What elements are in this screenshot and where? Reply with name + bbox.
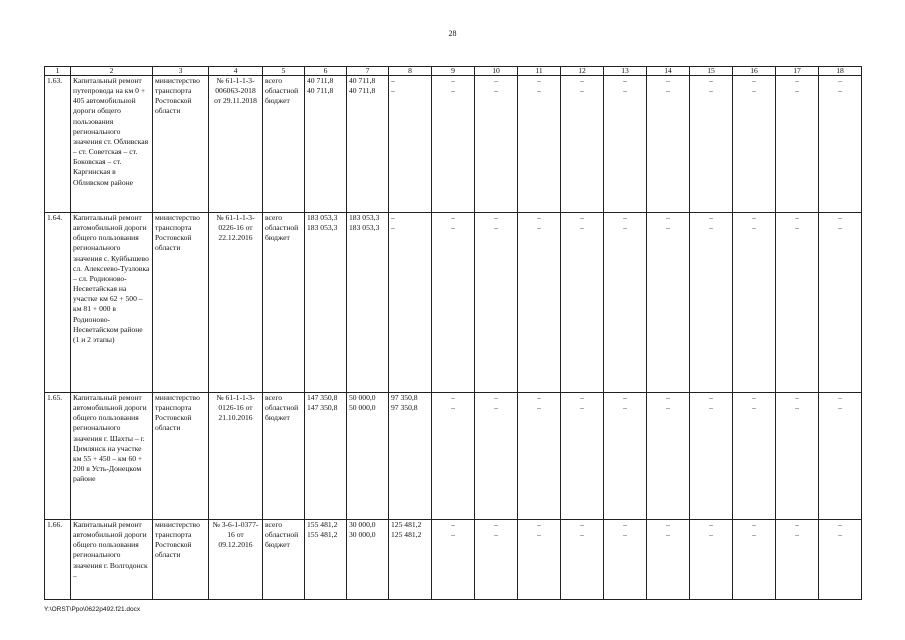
year-cell-14 <box>647 520 690 600</box>
row-number: 1.65. <box>47 393 63 402</box>
object-name-cell <box>71 520 153 600</box>
funding-source: областной бюджет <box>265 403 299 423</box>
document-cell <box>209 393 263 520</box>
year-cell-9 <box>432 76 475 213</box>
year-cell-9 <box>432 213 475 393</box>
empty-value-dash: – <box>494 76 498 85</box>
amount-value: 125 481,2 <box>391 530 422 540</box>
object-name: Капитальный ремонт автомобильной дороги общего пользования регионального значения г. Волгодонск – <box>73 520 148 580</box>
empty-value-dash: – <box>709 403 713 413</box>
empty-value-dash: – <box>795 530 799 540</box>
row-number: 1.63. <box>47 76 63 85</box>
funding-source-cell <box>263 520 305 600</box>
empty-value-dash: – <box>494 403 498 413</box>
empty-value-dash: – <box>580 76 584 85</box>
file-path-footer: Y:\ORST\Ppo\0622p492.f21.docx <box>44 606 141 613</box>
row-number-cell <box>45 213 71 393</box>
empty-value-dash: – <box>623 530 627 540</box>
amount-value: 147 350,8 <box>307 393 338 402</box>
amount-value: – <box>391 213 395 222</box>
empty-value-dash: – <box>666 86 670 96</box>
empty-value-dash: – <box>451 403 455 413</box>
empty-value-dash: – <box>580 530 584 540</box>
customer-cell <box>153 393 209 520</box>
year-cell-14 <box>647 213 690 393</box>
column-header-16: 16 <box>733 67 776 76</box>
document-reference: № 3-6-1-0377-16 от 09.12.2016 <box>212 520 259 550</box>
empty-value-dash: – <box>580 86 584 96</box>
empty-value-dash: – <box>537 393 541 402</box>
column-header-6: 6 <box>305 67 347 76</box>
page-number: 28 <box>448 29 457 38</box>
empty-value-dash: – <box>580 393 584 402</box>
object-name-cell <box>71 76 153 213</box>
empty-value-dash: – <box>494 86 498 96</box>
column-header-9: 9 <box>432 67 475 76</box>
amount-value: 40 711,8 <box>307 86 334 96</box>
object-name: Капитальный ремонт путепровода на км 0 + 405 автомобильной дороги общего пользования регионального значения ст. Обливская – ст. Советская – ст. Боковская – ст. Каргинская в Обливском районе <box>73 76 149 187</box>
document-reference: № 61-1-1-3-0226-16 от 22.12.2016 <box>216 213 255 243</box>
year-cell-18 <box>819 393 862 520</box>
empty-value-dash: – <box>752 403 756 413</box>
customer-name: министерство транспорта Ростовской области <box>155 520 200 560</box>
column-header-18: 18 <box>819 67 862 76</box>
empty-value-dash: – <box>580 403 584 413</box>
year-cell-17 <box>776 213 819 393</box>
empty-value-dash: – <box>623 86 627 96</box>
empty-value-dash: – <box>623 76 627 85</box>
document-cell <box>209 76 263 213</box>
amount-value: 30 000,0 <box>349 520 376 529</box>
column-header-1: 1 <box>45 67 71 76</box>
column-number-row <box>45 67 862 76</box>
empty-value-dash: – <box>666 403 670 413</box>
year-cell-17 <box>776 520 819 600</box>
column-header-4: 4 <box>209 67 263 76</box>
empty-value-dash: – <box>537 76 541 85</box>
customer-name: министерство транспорта Ростовской области <box>155 76 200 116</box>
empty-value-dash: – <box>795 520 799 529</box>
table-row <box>45 520 862 600</box>
funding-source: всего <box>265 520 283 529</box>
empty-value-dash: – <box>666 223 670 233</box>
amount-value: 30 000,0 <box>349 530 376 540</box>
document-reference: № 61-1-1-3-0126-16 от 21.10.2016 <box>216 393 255 423</box>
amount-cell-c8 <box>389 520 432 600</box>
empty-value-dash: – <box>795 76 799 85</box>
funding-source: областной бюджет <box>265 223 299 243</box>
column-header-10: 10 <box>475 67 518 76</box>
funding-source: всего <box>265 213 283 222</box>
amount-value: – <box>391 223 395 233</box>
year-cell-17 <box>776 393 819 520</box>
table-row <box>45 76 862 213</box>
row-number-cell <box>45 393 71 520</box>
empty-value-dash: – <box>795 213 799 222</box>
year-cell-16 <box>733 76 776 213</box>
empty-value-dash: – <box>838 223 842 233</box>
year-cell-16 <box>733 520 776 600</box>
year-cell-15 <box>690 213 733 393</box>
empty-value-dash: – <box>795 403 799 413</box>
table-row <box>45 213 862 393</box>
amount-value: 40 711,8 <box>349 86 376 96</box>
empty-value-dash: – <box>580 520 584 529</box>
empty-value-dash: – <box>451 223 455 233</box>
object-name-cell <box>71 213 153 393</box>
empty-value-dash: – <box>838 520 842 529</box>
funding-source: всего <box>265 76 283 85</box>
empty-value-dash: – <box>709 76 713 85</box>
year-cell-13 <box>604 76 647 213</box>
empty-value-dash: – <box>451 213 455 222</box>
year-cell-18 <box>819 76 862 213</box>
amount-value: 40 711,8 <box>307 76 334 85</box>
year-cell-12 <box>561 520 604 600</box>
empty-value-dash: – <box>666 213 670 222</box>
year-cell-16 <box>733 393 776 520</box>
table-row <box>45 393 862 520</box>
row-number: 1.66. <box>47 520 63 529</box>
customer-name: министерство транспорта Ростовской области <box>155 393 200 433</box>
funding-source: всего <box>265 393 283 402</box>
empty-value-dash: – <box>537 223 541 233</box>
program-table <box>44 66 862 600</box>
amount-cell-c7 <box>347 213 389 393</box>
empty-value-dash: – <box>623 403 627 413</box>
object-name: Капитальный ремонт автомобильной дороги общего пользования регионального значения г. Шахты – г. Цимлянск на участке км 55 + 450 – км 60 + 200 в Усть-Донецком районе <box>73 393 147 484</box>
year-cell-15 <box>690 76 733 213</box>
year-cell-10 <box>475 393 518 520</box>
document-cell <box>209 520 263 600</box>
year-cell-12 <box>561 76 604 213</box>
funding-source-cell <box>263 76 305 213</box>
amount-value: 50 000,0 <box>349 393 376 402</box>
empty-value-dash: – <box>752 223 756 233</box>
column-header-2: 2 <box>71 67 153 76</box>
year-cell-10 <box>475 213 518 393</box>
empty-value-dash: – <box>537 530 541 540</box>
year-cell-10 <box>475 76 518 213</box>
amount-value: 50 000,0 <box>349 403 376 413</box>
empty-value-dash: – <box>752 393 756 402</box>
year-cell-11 <box>518 520 561 600</box>
amount-value: 97 350,8 <box>391 403 418 413</box>
year-cell-11 <box>518 76 561 213</box>
empty-value-dash: – <box>838 86 842 96</box>
empty-value-dash: – <box>623 393 627 402</box>
amount-cell-c7 <box>347 76 389 213</box>
year-cell-15 <box>690 520 733 600</box>
amount-value: – <box>391 76 395 85</box>
column-header-11: 11 <box>518 67 561 76</box>
column-header-13: 13 <box>604 67 647 76</box>
amount-cell-c7 <box>347 393 389 520</box>
amount-cell-c6 <box>305 520 347 600</box>
empty-value-dash: – <box>451 520 455 529</box>
empty-value-dash: – <box>537 520 541 529</box>
column-header-14: 14 <box>647 67 690 76</box>
year-cell-17 <box>776 76 819 213</box>
funding-source-cell <box>263 393 305 520</box>
amount-value: 155 481,2 <box>307 520 338 529</box>
year-cell-15 <box>690 393 733 520</box>
empty-value-dash: – <box>795 393 799 402</box>
empty-value-dash: – <box>709 530 713 540</box>
empty-value-dash: – <box>838 76 842 85</box>
amount-cell-c8 <box>389 76 432 213</box>
object-name: Капитальный ремонт автомобильной дороги общего пользования регионального значения с. Куйбышево сл. Алексеево-Тузловка – сл. Родионово-Несветайская на участке км 62 + 500 – км 81 + 000 в Родионово-Несветайском районе (1 и 2 этапы) <box>73 213 150 344</box>
empty-value-dash: – <box>709 393 713 402</box>
year-cell-16 <box>733 213 776 393</box>
year-cell-9 <box>432 520 475 600</box>
column-header-5: 5 <box>263 67 305 76</box>
row-number-cell <box>45 520 71 600</box>
amount-value: 125 481,2 <box>391 520 422 529</box>
empty-value-dash: – <box>752 76 756 85</box>
amount-value: 183 053,3 <box>349 213 380 222</box>
empty-value-dash: – <box>709 213 713 222</box>
empty-value-dash: – <box>838 213 842 222</box>
empty-value-dash: – <box>537 403 541 413</box>
funding-source-cell <box>263 213 305 393</box>
year-cell-13 <box>604 520 647 600</box>
customer-cell <box>153 213 209 393</box>
empty-value-dash: – <box>537 86 541 96</box>
year-cell-12 <box>561 213 604 393</box>
empty-value-dash: – <box>537 213 541 222</box>
amount-value: 183 053,3 <box>307 213 338 222</box>
empty-value-dash: – <box>838 530 842 540</box>
empty-value-dash: – <box>623 223 627 233</box>
amount-value: 155 481,2 <box>307 530 338 540</box>
empty-value-dash: – <box>494 520 498 529</box>
funding-source: областной бюджет <box>265 530 299 550</box>
customer-cell <box>153 76 209 213</box>
amount-value: 183 053,3 <box>349 223 380 233</box>
amount-value: 147 350,8 <box>307 403 338 413</box>
empty-value-dash: – <box>795 223 799 233</box>
document-reference: № 61-1-1-3-006063-2018 от 29.11.2018 <box>214 76 257 106</box>
customer-cell <box>153 520 209 600</box>
empty-value-dash: – <box>451 393 455 402</box>
empty-value-dash: – <box>838 403 842 413</box>
empty-value-dash: – <box>451 76 455 85</box>
empty-value-dash: – <box>666 76 670 85</box>
year-cell-14 <box>647 393 690 520</box>
empty-value-dash: – <box>623 213 627 222</box>
amount-cell-c6 <box>305 393 347 520</box>
column-header-3: 3 <box>153 67 209 76</box>
empty-value-dash: – <box>623 520 627 529</box>
empty-value-dash: – <box>494 223 498 233</box>
amount-cell-c6 <box>305 76 347 213</box>
year-cell-13 <box>604 213 647 393</box>
column-header-7: 7 <box>347 67 389 76</box>
empty-value-dash: – <box>494 393 498 402</box>
row-number-cell <box>45 76 71 213</box>
column-header-15: 15 <box>690 67 733 76</box>
empty-value-dash: – <box>494 530 498 540</box>
amount-cell-c8 <box>389 393 432 520</box>
year-cell-13 <box>604 393 647 520</box>
amount-value: – <box>391 86 395 96</box>
amount-cell-c6 <box>305 213 347 393</box>
column-header-8: 8 <box>389 67 432 76</box>
empty-value-dash: – <box>752 520 756 529</box>
empty-value-dash: – <box>580 213 584 222</box>
year-cell-18 <box>819 520 862 600</box>
customer-name: министерство транспорта Ростовской области <box>155 213 200 253</box>
empty-value-dash: – <box>666 520 670 529</box>
empty-value-dash: – <box>709 86 713 96</box>
amount-cell-c7 <box>347 520 389 600</box>
empty-value-dash: – <box>451 86 455 96</box>
row-number: 1.64. <box>47 213 63 222</box>
column-header-17: 17 <box>776 67 819 76</box>
empty-value-dash: – <box>752 213 756 222</box>
amount-value: 97 350,8 <box>391 393 418 402</box>
year-cell-10 <box>475 520 518 600</box>
empty-value-dash: – <box>494 213 498 222</box>
empty-value-dash: – <box>838 393 842 402</box>
column-header-12: 12 <box>561 67 604 76</box>
empty-value-dash: – <box>752 530 756 540</box>
empty-value-dash: – <box>709 520 713 529</box>
empty-value-dash: – <box>795 86 799 96</box>
year-cell-11 <box>518 213 561 393</box>
empty-value-dash: – <box>709 223 713 233</box>
empty-value-dash: – <box>451 530 455 540</box>
year-cell-14 <box>647 76 690 213</box>
empty-value-dash: – <box>666 393 670 402</box>
year-cell-12 <box>561 393 604 520</box>
empty-value-dash: – <box>580 223 584 233</box>
amount-value: 183 053,3 <box>307 223 338 233</box>
amount-cell-c8 <box>389 213 432 393</box>
year-cell-18 <box>819 213 862 393</box>
empty-value-dash: – <box>752 86 756 96</box>
year-cell-9 <box>432 393 475 520</box>
empty-value-dash: – <box>666 530 670 540</box>
amount-value: 40 711,8 <box>349 76 376 85</box>
year-cell-11 <box>518 393 561 520</box>
document-cell <box>209 213 263 393</box>
funding-source: областной бюджет <box>265 86 299 106</box>
object-name-cell <box>71 393 153 520</box>
